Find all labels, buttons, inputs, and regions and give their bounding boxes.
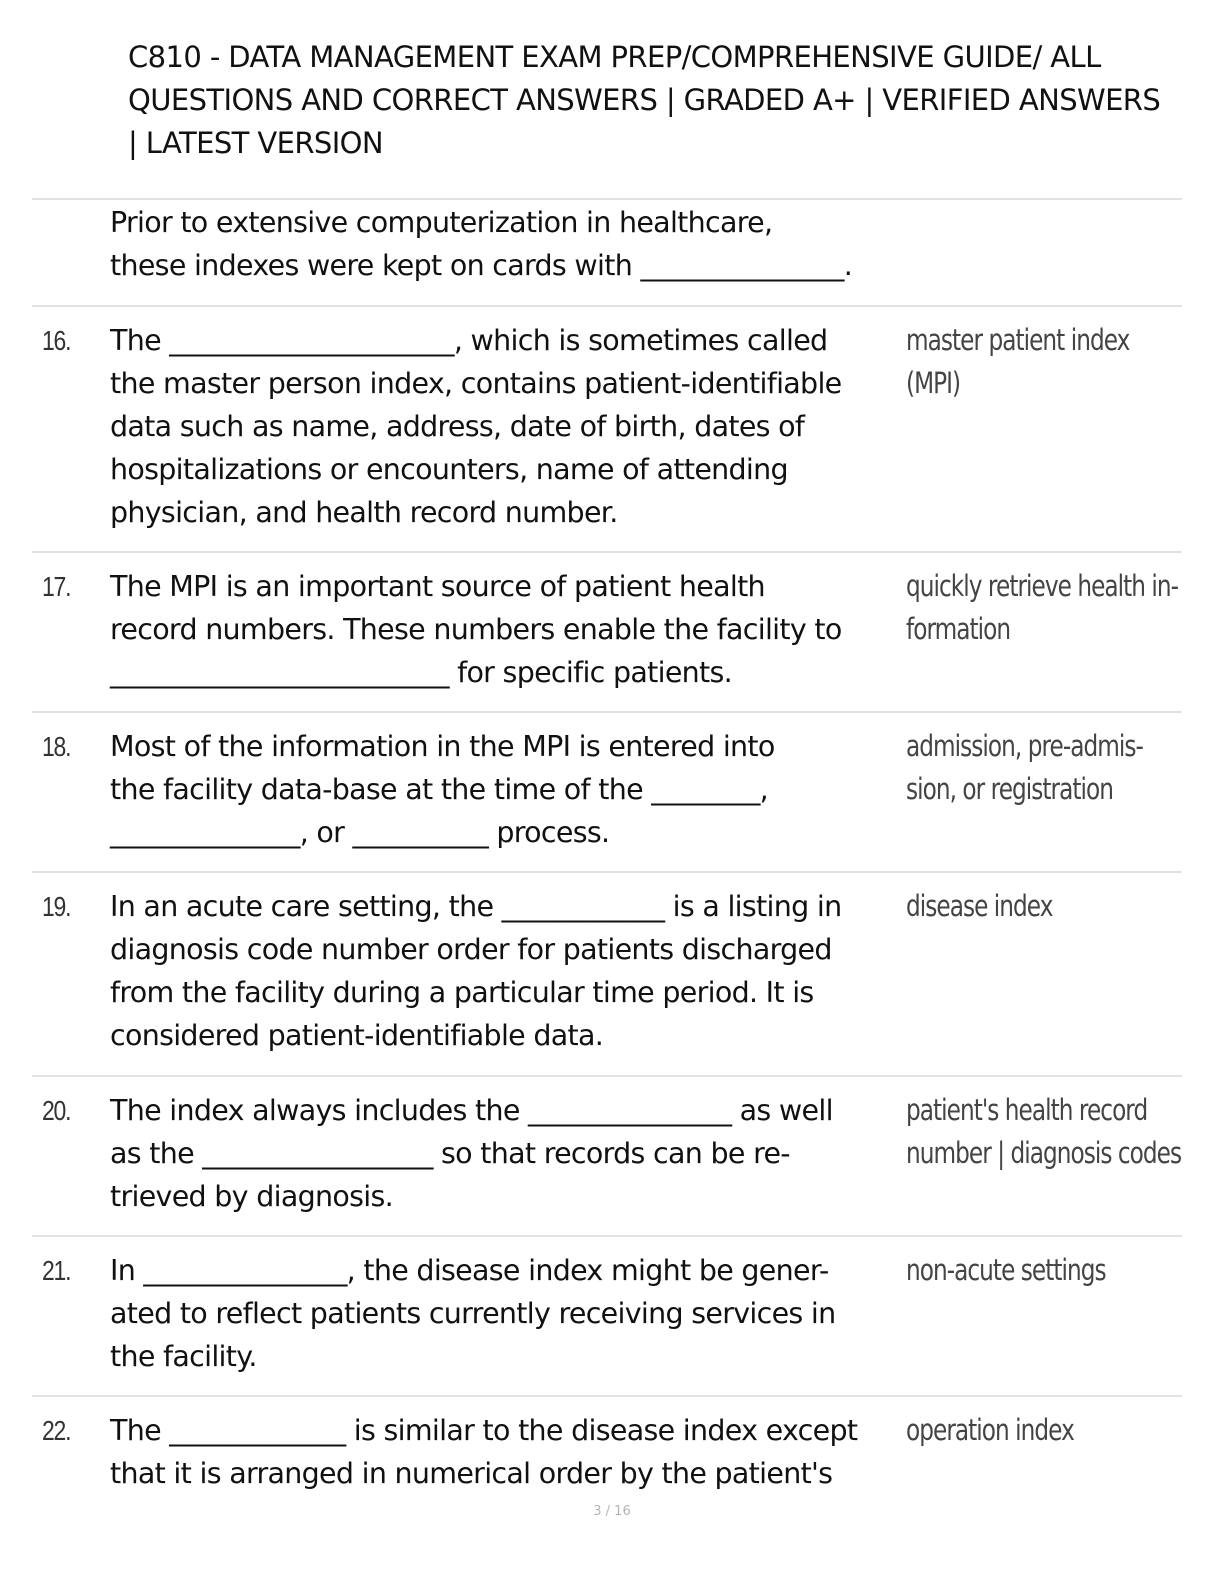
answer-text <box>906 1089 1182 1175</box>
question-line: the facility data-base at the time of the ________, <box>110 773 769 806</box>
question-line: data such as name, address, date of birth, dates of <box>110 410 805 443</box>
answer-line: formation <box>906 612 1011 646</box>
question-line: hospitalizations or encounters, name of attending <box>110 453 788 486</box>
question-text <box>110 319 900 534</box>
answer-line: admission, pre-admis- <box>906 729 1143 763</box>
question-line: The index always includes the _______________ as well <box>110 1094 833 1127</box>
answer-line: quickly retrieve health in- <box>906 569 1179 603</box>
question-number: 19. <box>42 891 71 922</box>
question-text <box>110 1249 900 1378</box>
question-number: 16. <box>42 325 71 356</box>
title-line: QUESTIONS AND CORRECT ANSWERS | GRADED A+ | VERIFIED ANSWERS <box>128 83 1161 117</box>
question-number: 21. <box>42 1255 71 1286</box>
question-text <box>110 565 900 694</box>
question-line: the master person index, contains patient-identifiable <box>110 367 842 400</box>
answer-line: operation index <box>906 1413 1074 1447</box>
question-text <box>110 725 900 854</box>
row-divider <box>32 551 1182 553</box>
carryover-question <box>110 201 900 287</box>
question-line: trieved by diagnosis. <box>110 1180 393 1213</box>
question-number: 22. <box>42 1415 71 1446</box>
row-divider <box>32 1235 1182 1237</box>
answer-line: patient's health record <box>906 1093 1148 1127</box>
question-line: ated to reflect patients currently receiving services in <box>110 1297 836 1330</box>
question-line: that it is arranged in numerical order by the patient's <box>110 1457 833 1490</box>
question-line: The MPI is an important source of patient health <box>110 570 765 603</box>
row-divider <box>32 871 1182 873</box>
question-line: from the facility during a particular time period. It is <box>110 976 814 1009</box>
row-divider <box>32 305 1182 307</box>
answer-text <box>906 565 1179 651</box>
question-line: the facility. <box>110 1340 257 1373</box>
page-number: 3 / 16 <box>593 1504 631 1519</box>
title-line: C810 - DATA MANAGEMENT EXAM PREP/COMPREHENSIVE GUIDE/ ALL <box>128 40 1101 74</box>
question-text <box>110 1089 900 1218</box>
question-line: In _______________, the disease index might be gener- <box>110 1254 829 1287</box>
answer-line: non-acute settings <box>906 1253 1106 1287</box>
question-line: Most of the information in the MPI is entered into <box>110 730 775 763</box>
question-line: In an acute care setting, the ____________ is a listing in <box>110 890 842 923</box>
question-line: these indexes were kept on cards with _______________. <box>110 249 853 282</box>
question-text <box>110 885 900 1057</box>
answer-line: number | diagnosis codes <box>906 1136 1182 1170</box>
answer-line: master patient index <box>906 323 1130 357</box>
question-line: record numbers. These numbers enable the facility to <box>110 613 842 646</box>
answer-line: (MPI) <box>906 366 961 400</box>
row-divider <box>32 198 1182 200</box>
question-line: physician, and health record number. <box>110 496 618 529</box>
question-line: considered patient-identifiable data. <box>110 1019 604 1052</box>
question-number: 17. <box>42 571 71 602</box>
question-line: The _____________ is similar to the disease index except <box>110 1414 858 1447</box>
question-line: Prior to extensive computerization in healthcare, <box>110 206 773 239</box>
answer-text <box>906 1409 1170 1452</box>
row-divider <box>32 1075 1182 1077</box>
row-divider <box>32 1395 1182 1397</box>
question-line: as the _________________ so that records can be re- <box>110 1137 790 1170</box>
answer-line: sion, or registration <box>906 772 1113 806</box>
answer-text <box>906 885 1170 928</box>
question-line: _________________________ for specific patients. <box>110 656 733 689</box>
question-line: The _____________________, which is sometimes called <box>110 324 828 357</box>
answer-line: disease index <box>906 889 1053 923</box>
question-line: diagnosis code number order for patients discharged <box>110 933 832 966</box>
question-number: 18. <box>42 731 71 762</box>
row-divider <box>32 711 1182 713</box>
title-line: | LATEST VERSION <box>128 126 383 160</box>
question-number: 20. <box>42 1095 71 1126</box>
document-title <box>128 36 1208 165</box>
answer-text <box>906 1249 1170 1292</box>
question-text <box>110 1409 900 1495</box>
answer-text <box>906 725 1170 811</box>
answer-text <box>906 319 1170 405</box>
question-line: ______________, or __________ process. <box>110 816 610 849</box>
